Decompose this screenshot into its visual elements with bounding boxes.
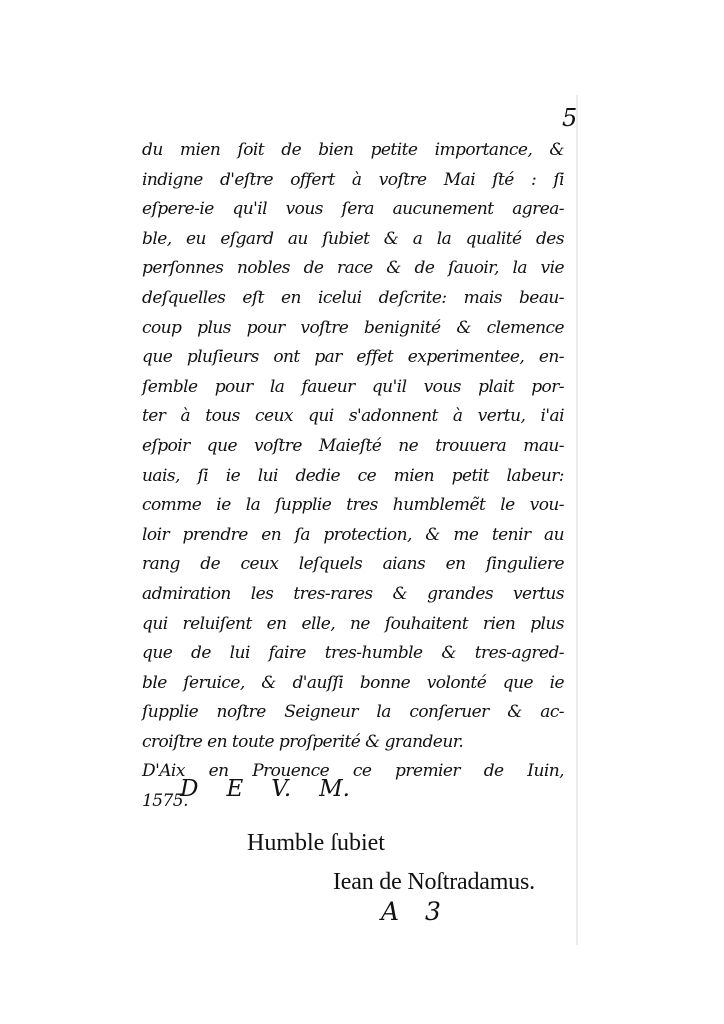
text-line: 1575.: [142, 791, 188, 812]
text-line: ter à tous ceux qui s'adonnent à vertu, i'ai: [142, 406, 564, 427]
text-line: perſonnes nobles de race & de ſauoir, la vie: [142, 258, 564, 279]
signature-mark: A 3: [381, 897, 441, 926]
text-line: ſemble pour la faueur qu'il vous plait por-: [142, 376, 564, 397]
text-line: eſpere-ie qu'il vous ſera aucunement agrea-: [142, 199, 564, 220]
text-line: rang de ceux leſquels aians en ſinguliere: [142, 554, 564, 575]
text-line: ſupplie noſtre Seigneur la conſeruer & ac-: [142, 702, 564, 723]
text-line: ble, eu eſgard au ſubiet & a la qualité des: [142, 228, 564, 249]
text-line: que pluſieurs ont par effet experimentee, en-: [142, 347, 564, 368]
text-line: que de lui faire tres-humble & tres-agred-: [142, 643, 564, 664]
text-line: ble ſeruice, & d'auſſi bonne volonté que ie: [142, 672, 564, 693]
text-line: du mien ſoit de bien petite importance, &: [142, 140, 564, 160]
text-line: eſpoir que voſtre Maieſté ne trouuera mau-: [142, 435, 564, 456]
text-line: loir prendre en ſa protection, & me tenir au: [142, 524, 564, 545]
closing-humble-line: Humble ſubiet: [247, 830, 385, 856]
text-line: comme ie la ſupplie tres humblemẽt le vou-: [142, 495, 564, 516]
dedication-text: [142, 136, 564, 817]
text-line: indigne d'eſtre offert à voſtre Mai ſté : ſi: [142, 169, 564, 190]
text-line: deſquelles eſt en icelui deſcrite: mais beau-: [142, 287, 564, 308]
text-line: croiſtre en toute proſperité & grandeur.: [142, 731, 464, 752]
text-line: D'Aix en Prouence ce premier de Iuin,: [142, 761, 564, 782]
closing-initials: D E V. M.: [180, 776, 350, 802]
text-line: admiration les tres-rares & grandes vertus: [142, 583, 564, 604]
author-name: Iean de Noſtradamus.: [333, 869, 535, 895]
text-line: uais, ſi ie lui dedie ce mien petit labeur:: [142, 465, 564, 486]
text-line: qui reluiſent en elle, ne ſouhaitent rien plus: [142, 613, 564, 634]
page-number: 5: [562, 104, 578, 132]
text-line: coup plus pour voſtre benignité & clemence: [142, 317, 564, 338]
page-edge-divider: [576, 95, 578, 945]
